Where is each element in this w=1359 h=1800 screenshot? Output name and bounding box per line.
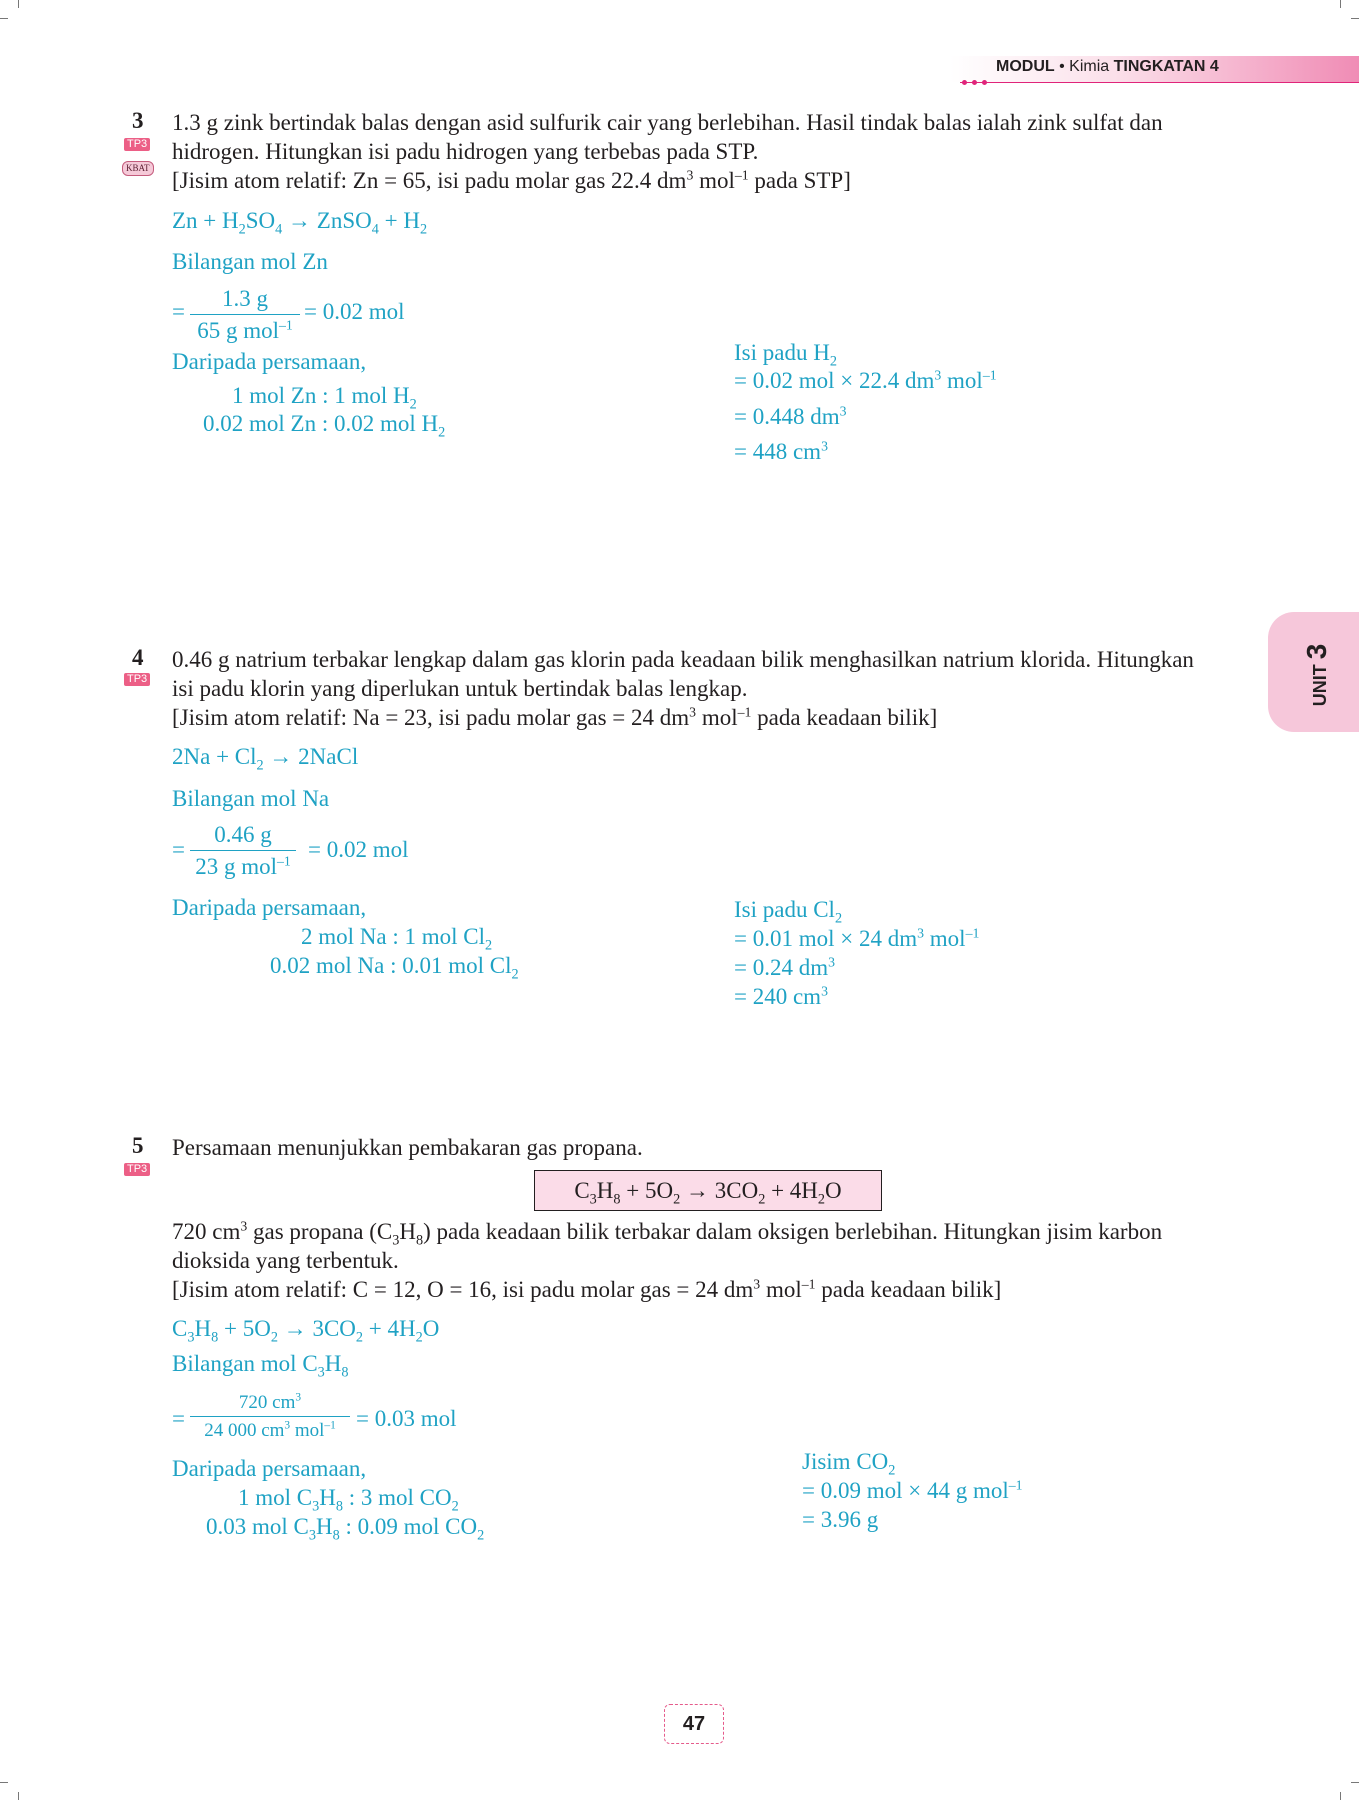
question-text: Persamaan menunjukkan pembakaran gas propana. — [172, 1135, 643, 1160]
answer-mass-step: = 3.96 g — [802, 1507, 879, 1532]
question-text: 720 $cm^3$ gas propana $(C_3H_8)$ pada keadaan bilik terbakar dalam oksigen berlebihan. Hitungkan jisim karbon — [172, 1218, 1163, 1249]
question-text: hidrogen. Hitungkan isi padu hidrogen yang terbebas pada STP. — [172, 139, 759, 164]
answer-result: = 0.03 mol — [356, 1406, 457, 1431]
answer-mol-label: Bilangan mol Na — [172, 786, 330, 811]
given-data: [Jisim atom relatif: Na = 23, isi padu molar gas = 24 $dm^3$ mol$^{-1}$ pada keadaan bilik] — [172, 704, 938, 730]
unit-word: UNIT — [1310, 664, 1330, 707]
combustion-equation-box: $C_3H_8 + 5O_2 \to 3CO_2 + 4H_2O$ — [534, 1170, 882, 1211]
answer-volume-label: Isi padu $Cl_2$ — [734, 897, 843, 927]
answer-equation: $C_3H_8 + 5O_2 \to 3CO_2 + 4H_2O$ — [172, 1316, 440, 1346]
answer-fraction: 1.3 g 65 g mol$^{-1}$ — [190, 284, 300, 345]
given-data: [Jisim atom relatif: C = 12, O = 16, isi padu molar gas = 24 $dm^3$ mol$^{-1}$ pada keadaan bilik] — [172, 1276, 1002, 1302]
crop-mark — [0, 18, 8, 19]
answer-equals: = — [172, 837, 185, 862]
unit-label — [1301, 635, 1331, 715]
crop-mark — [1340, 0, 1341, 8]
unit-number: 3 — [1301, 643, 1332, 660]
crop-mark — [1351, 1782, 1359, 1783]
crop-mark — [1340, 1792, 1341, 1800]
answer-volume-step: = 0.01 mol × 24 $dm^3$ mol$^{-1}$ — [734, 925, 980, 951]
header-separator: • — [1059, 58, 1065, 75]
question-number: 4 — [132, 645, 144, 670]
tp-badge: TP3 — [124, 673, 150, 686]
question-number: 3 — [132, 108, 144, 133]
header-level: TINGKATAN 4 — [1113, 58, 1219, 75]
tp-badge: TP3 — [124, 1163, 150, 1176]
question-text: 0.46 g natrium terbakar lengkap dalam gas klorin pada keadaan bilik menghasilkan natrium klorida. Hitungkan — [172, 647, 1194, 672]
answer-ratio: 2 mol Na : 1 mol $Cl_2$ — [301, 924, 493, 954]
question-number: 5 — [132, 1133, 144, 1158]
header-underline — [960, 82, 1359, 83]
crop-mark — [0, 1782, 8, 1783]
answer-from-equation: Daripada persamaan, — [172, 1456, 367, 1481]
answer-volume-step: = 0.448 $dm^3$ — [734, 403, 847, 429]
tp-badge: TP3 — [124, 138, 150, 151]
crop-mark — [1351, 18, 1359, 19]
header-modul: MODUL — [996, 58, 1055, 75]
header-title — [996, 58, 1219, 76]
answer-from-equation: Daripada persamaan, — [172, 349, 367, 374]
answer-from-equation: Daripada persamaan, — [172, 895, 367, 920]
answer-ratio: 0.02 mol Na : 0.01 mol $Cl_2$ — [270, 953, 519, 983]
answer-result: = 0.02 mol — [308, 837, 409, 862]
answer-ratio: 0.03 mol $C_3H_8$ : 0.09 mol $CO_2$ — [206, 1514, 485, 1544]
answer-volume-step: = 448 $cm^3$ — [734, 438, 828, 464]
answer-fraction: 720 $cm^3$ 24 000 $cm^3$ mol$^{-1}$ — [190, 1390, 350, 1443]
kbat-badge: KBAT — [122, 161, 154, 176]
answer-volume-step: = 240 $cm^3$ — [734, 983, 828, 1009]
answer-volume-step: = 0.24 $dm^3$ — [734, 954, 836, 980]
answer-equals: = — [172, 299, 185, 324]
answer-ratio: 0.02 mol Zn : 0.02 mol $H_2$ — [203, 411, 446, 441]
question-text: dioksida yang terbentuk. — [172, 1248, 399, 1273]
answer-mol-label: Bilangan mol Zn — [172, 249, 328, 274]
answer-equation: $Zn + H_2SO_4$ → ZnSO$_4$ + $H_2$ — [172, 208, 428, 238]
answer-mass-step: = 0.09 mol × 44 g mol$^{-1}$ — [802, 1477, 1023, 1503]
answer-ratio: 1 mol Zn : 1 mol $H_2$ — [232, 383, 417, 413]
answer-result: = 0.02 mol — [304, 299, 405, 324]
header-subject: Kimia — [1069, 58, 1110, 75]
answer-equals: = — [172, 1406, 185, 1431]
question-text: 1.3 g zink bertindak balas dengan asid sulfurik cair yang berlebihan. Hasil tindak balas ialah zink sulfat dan — [172, 110, 1163, 135]
answer-volume-step: = 0.02 mol × 22.4 $dm^3$ mol$^{-1}$ — [734, 367, 997, 393]
answer-mass-label: Jisim $CO_2$ — [802, 1449, 896, 1479]
answer-equation: $2Na + Cl_2$ → 2NaCl — [172, 744, 359, 774]
answer-ratio: 1 mol $C_3H_8$ : 3 mol $CO_2$ — [238, 1485, 459, 1515]
crop-mark — [18, 1792, 19, 1800]
answer-volume-label: Isi padu $H_2$ — [734, 340, 837, 370]
crop-mark — [18, 0, 19, 8]
given-data: [Jisim atom relatif: Zn = 65, isi padu molar gas 22.4 $dm^3$ mol$^{-1}$ pada STP] — [172, 167, 851, 193]
answer-mol-label: Bilangan mol $C_3H_8$ — [172, 1351, 349, 1381]
page-number: 47 — [664, 1704, 724, 1744]
question-text: isi padu klorin yang diperlukan untuk bertindak balas lengkap. — [172, 676, 748, 701]
answer-fraction: 0.46 g 23 g mol$^{-1}$ — [190, 820, 296, 881]
